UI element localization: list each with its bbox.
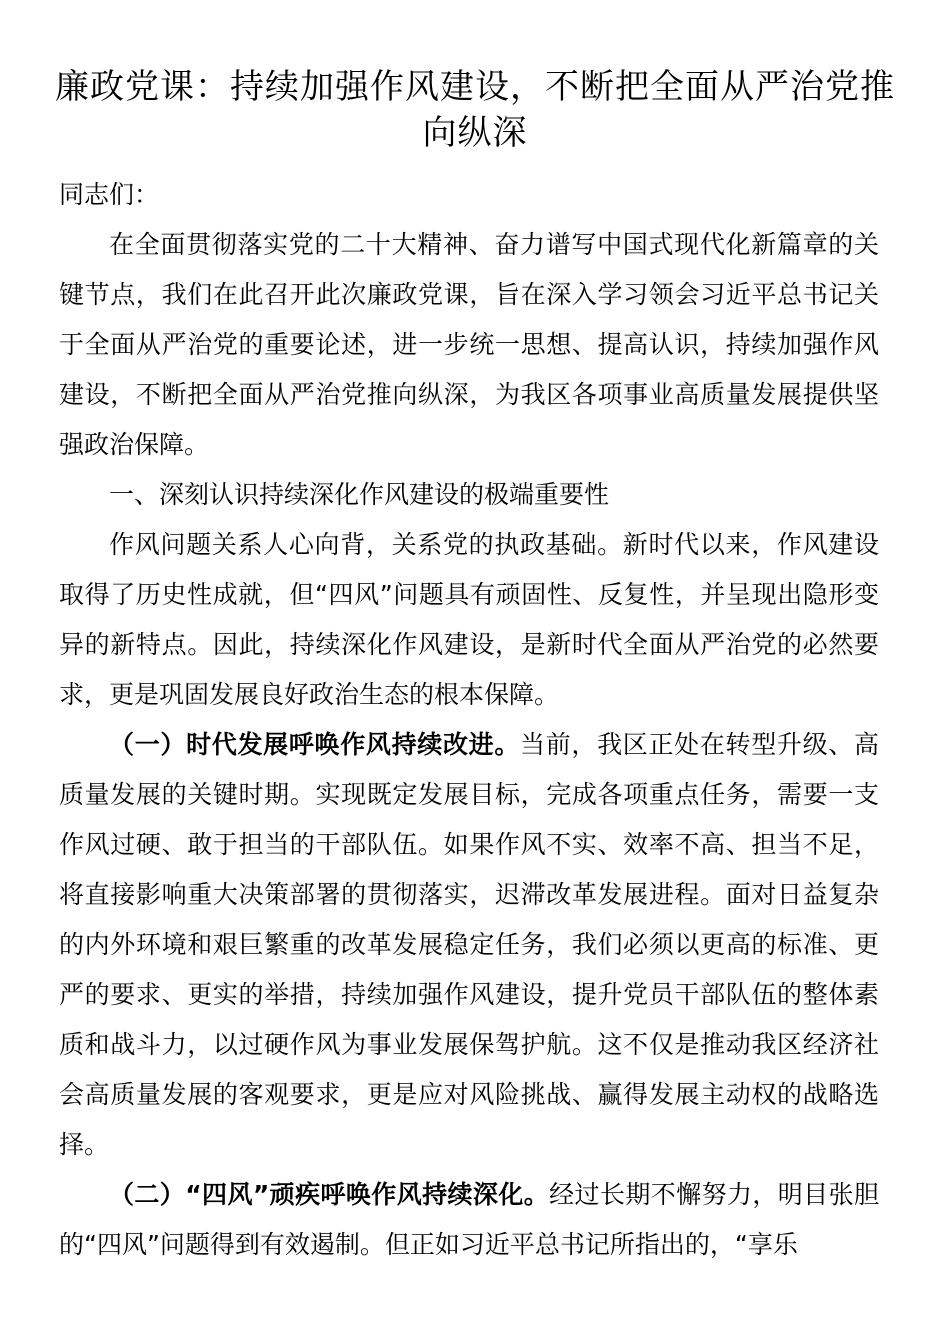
paragraph-intro — [59, 220, 879, 470]
section-heading-text: 一、深刻认识持续深化作风建设的极端重要性 — [109, 480, 610, 509]
paragraph-section-1 — [59, 520, 879, 720]
document-body — [59, 170, 879, 1270]
subsection-heading-bold: （二）“四风”顽疾呼唤作风持续深化。 — [109, 1180, 550, 1209]
paragraph-subsection-1 — [59, 720, 879, 1170]
paragraph-text: 经过长期不懈努力，明目张胆的“四风”问题得到有效遏制。但正如习近平总书记所指出的，“享乐 — [59, 1180, 879, 1259]
salutation: 同志们： — [59, 180, 160, 209]
section-heading-1 — [59, 470, 879, 520]
document-title: 廉政党课：持续加强作风建设，不断把全面从严治党推向纵深 — [55, 67, 895, 153]
paragraph-text: 当前，我区正处在转型升级、高质量发展的关键时期。实现既定发展目标，完成各项重点任务，需要一支作风过硬、敢于担当的干部队伍。如果作风不实、效率不高、担当不足，将直接影响重大决策部署的贯彻落实，迟滞改革发展进程。面对日益复杂的内外环境和艰巨繁重的改革发展稳定任务，我们必须以更高的标准、更严的要求、更实的举措，持续加强作风建设，提升党员干部队伍的整体素质和战斗力，以过硬作风为事业发展保驾护航。这不仅是推动我区经济社会高质量发展的客观要求，更是应对风险挑战、赢得发展主动权的战略选择。 — [59, 730, 879, 1159]
paragraph-text: 作风问题关系人心向背，关系党的执政基础。新时代以来，作风建设取得了历史性成就，但“四风”问题具有顽固性、反复性，并呈现出隐形变异的新特点。因此，持续深化作风建设，是新时代全面从严治党的必然要求，更是巩固发展良好政治生态的根本保障。 — [59, 530, 879, 709]
paragraph-text: 在全面贯彻落实党的二十大精神、奋力谱写中国式现代化新篇章的关键节点，我们在此召开此次廉政党课，旨在深入学习领会习近平总书记关于全面从严治党的重要论述，进一步统一思想、提高认识，持续加强作风建设，不断把全面从严治党推向纵深，为我区各项事业高质量发展提供坚强政治保障。 — [59, 230, 879, 459]
paragraph-subsection-2 — [59, 1170, 879, 1270]
subsection-heading-bold: （一）时代发展呼唤作风持续改进。 — [109, 730, 521, 759]
